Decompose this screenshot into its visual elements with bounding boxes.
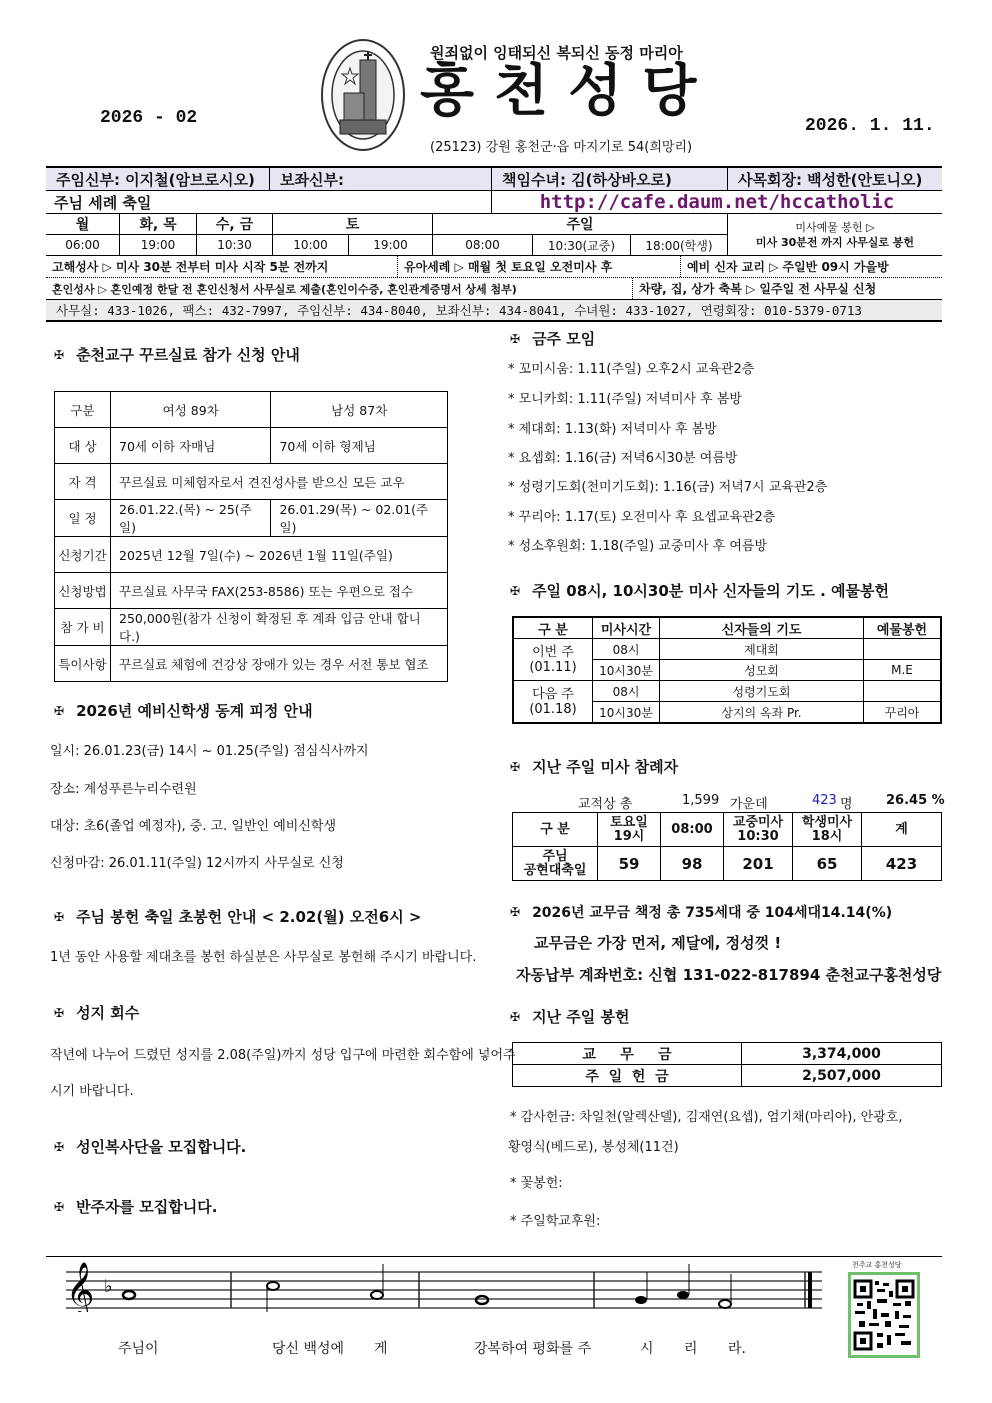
cell: 08:00	[661, 813, 724, 847]
row-label: 자 격	[55, 464, 111, 500]
line: 18시	[811, 828, 843, 844]
cursillo-heading	[54, 344, 300, 365]
cell: 2025년 12월 7일(수) ~ 2026년 1월 11일(주일)	[111, 537, 448, 573]
sister: 책임수녀: 김(하상바오로)	[492, 168, 728, 190]
time: 19:00	[349, 235, 433, 255]
candlemas-body: 1년 동안 사용할 제대초를 봉헌 하실분은 사무실로 봉헌해 주시기 바랍니다.	[50, 950, 477, 965]
cell: 98	[661, 847, 724, 881]
line: 공현대축일	[523, 862, 587, 878]
cell: 구 분	[513, 813, 598, 847]
seminary-line: 신청마감: 26.01.11(주일) 12시까지 사무실로 신청	[50, 856, 344, 871]
bulletin-date: 2026. 1. 11.	[805, 116, 935, 136]
dues-summary	[510, 902, 892, 922]
line: 토요일	[610, 814, 648, 830]
mass-offering-title: 미사예물 봉헌 ▷	[795, 220, 875, 234]
attendance-unit: 명	[840, 797, 853, 812]
cell: 상지의 옥좌 Pr.	[660, 702, 864, 724]
section-title: 주일 08시, 10시30분 미사 신자들의 기도 . 예물봉헌	[532, 582, 889, 600]
row-label: 신청방법	[55, 573, 111, 609]
day-mon: 월	[46, 214, 120, 234]
offering-table	[512, 1042, 942, 1087]
cell: 성령기도회	[660, 681, 864, 702]
cell: 08시	[593, 681, 660, 702]
cell: 201	[724, 847, 793, 881]
week-name: 이번 주	[532, 644, 574, 660]
seminary-line: 대상: 초6(졸업 예정자), 중. 고. 일반인 예비신학생	[50, 819, 337, 834]
cell: 꾸르실료 사무국 FAX(253-8586) 또는 우편으로 접수	[111, 573, 448, 609]
offering-amount: 2,507,000	[742, 1065, 942, 1087]
week-label	[513, 639, 593, 681]
cell: 계	[862, 813, 942, 847]
dues-account: 자동납부 계좌번호: 신협 131-022-817894 춘천교구홍천성당	[516, 966, 942, 984]
time: 06:00	[46, 235, 120, 255]
cell	[864, 639, 942, 660]
cross-icon: ✠	[54, 909, 65, 924]
blessing-notice: 차량, 집, 상가 축복 ▷ 일주일 전 사무실 신청	[639, 282, 877, 296]
meeting-item: * 꾸리아: 1.17(토) 오전미사 후 요셉교육관2층	[508, 510, 776, 525]
dues-line: 2026년 교무금 책정 총 735세대 중 104세대14.14(%)	[532, 905, 893, 921]
time: 08:00	[433, 235, 533, 255]
cell: 남성 87차	[271, 392, 448, 428]
cell: 구분	[55, 392, 111, 428]
seminary-line: 일시: 26.01.23(금) 14시 ~ 01.25(주일) 점심식사까지	[50, 744, 369, 759]
cell: 구 분	[513, 617, 593, 639]
section-title: 성인복사단을 모집합니다.	[76, 1138, 247, 1156]
seminary-heading	[54, 700, 313, 721]
thanks-offering-cont: 황영식(베드로), 봉성체(11건)	[508, 1140, 679, 1155]
meeting-item: * 요셉회: 1.16(금) 저녁6시30분 여름방	[508, 451, 738, 466]
section-title: 성지 회수	[76, 1004, 140, 1022]
cross-icon: ✠	[510, 759, 521, 774]
cross-icon: ✠	[54, 703, 65, 718]
row-label: 참 가 비	[55, 609, 111, 646]
thanks-offering: * 감사헌금: 차일천(알렉산델), 김재연(요셉), 엄기채(마리아), 안광호,	[510, 1110, 903, 1125]
row-label	[513, 847, 598, 881]
time: 18:00(학생)	[631, 235, 728, 255]
day-tue-thu: 화, 목	[120, 214, 197, 234]
cell: 성모회	[660, 660, 864, 681]
svg-text:♭: ♭	[104, 1276, 113, 1297]
cell: 신자들의 기도	[660, 617, 864, 639]
mass-offering-body: 미사 30분전 까지 사무실로 봉헌	[755, 235, 915, 249]
confession-notice: 고해성사 ▷ 미사 30분 전부터 미사 시작 5분 전까지	[46, 256, 398, 277]
prayers-heading	[510, 580, 889, 601]
palms-body: 시기 바랍니다.	[50, 1084, 134, 1099]
week-label	[513, 681, 593, 724]
cell: 10시30분	[593, 660, 660, 681]
row-label: 대 상	[55, 428, 111, 464]
catechumen-notice: 예비 신자 교리 ▷ 주일반 09시 가을방	[687, 260, 889, 274]
offering-label: 주 일 헌 금	[513, 1065, 742, 1087]
info-grid	[46, 166, 942, 322]
cell: 26.01.22.(목) ~ 25(주일)	[111, 500, 271, 537]
attendance-summary-label: 교적상 총	[578, 797, 633, 812]
organist-recruit	[54, 1196, 217, 1217]
attendance-among: 가운데	[730, 797, 768, 812]
cross-icon: ✠	[510, 905, 521, 919]
day-sun: 주일	[433, 214, 728, 234]
cross-icon: ✠	[510, 1009, 521, 1024]
attendance-count: 423	[812, 793, 837, 808]
time: 10:30(교중)	[533, 235, 631, 255]
assistant-priest: 보좌신부:	[270, 168, 492, 190]
section-title: 지난 주일 미사 참례자	[532, 758, 679, 776]
mass-offering-note	[728, 214, 942, 256]
infant-baptism-notice: 유아세례 ▷ 매월 첫 토요일 오전미사 후	[398, 256, 681, 277]
attendance-percent: 26.45 %	[886, 793, 945, 808]
lyric: 게	[374, 1341, 388, 1357]
prayers-table	[512, 616, 942, 724]
cross-icon: ✠	[54, 1005, 65, 1020]
cell: 꾸르실료 체험에 건강상 장애가 있는 경우 서전 통보 협조	[111, 646, 448, 682]
section-title: 주님 봉헌 축일 초봉헌 안내 < 2.02(월) 오전6시 >	[76, 908, 422, 926]
contacts: 사무실: 433-1026, 팩스: 432-7997, 주임신부: 434-8040, 보좌신부: 434-8041, 수녀원: 433-1027, 연령회장: 010-5379-0713	[46, 300, 942, 322]
altar-server-recruit	[54, 1136, 246, 1157]
cell: 26.01.29(목) ~ 02.01(주일)	[271, 500, 448, 537]
meeting-item: * 모니카회: 1.11(주일) 저녁미사 후 봄방	[508, 392, 742, 407]
palms-heading	[54, 1002, 139, 1023]
lyric: 당신 백성에	[272, 1341, 345, 1357]
cell: 꾸리아	[864, 702, 942, 724]
divider	[46, 1256, 942, 1257]
line: 주님	[542, 848, 568, 864]
qr-caption: 천주교 홍천성당	[852, 1261, 902, 1269]
offering-label: 교 무 금	[513, 1043, 742, 1065]
week-date: (01.18)	[529, 701, 577, 717]
pastor: 주임신부: 이지철(암브로시오)	[46, 168, 270, 190]
cell: 250,000원(참가 신청이 확정된 후 계좌 입금 안내 합니다.)	[111, 609, 448, 646]
parish-title: 홍천성당	[420, 59, 717, 124]
cross-icon: ✠	[54, 347, 65, 362]
meeting-item: * 꼬미시움: 1.11(주일) 오후2시 교육관2층	[508, 362, 755, 377]
section-title: 지난 주일 봉헌	[532, 1008, 630, 1026]
motto: 원죄없이 잉태되신 복되신 동정 마리아	[430, 44, 683, 62]
line: 교중미사	[732, 814, 784, 830]
meetings-heading	[510, 328, 595, 349]
cafe-link[interactable]: http://cafe.daum.net/hccatholic	[539, 191, 895, 213]
cell	[598, 813, 661, 847]
cell: M.E	[864, 660, 942, 681]
attendance-total: 1,599	[682, 793, 720, 808]
cell: 70세 이하 자매님	[111, 428, 271, 464]
council-president: 사목회장: 백성한(안토니오)	[728, 168, 942, 190]
issue-number: 2026 - 02	[100, 108, 198, 128]
line: 10:30	[737, 828, 779, 844]
lyric: 시	[640, 1341, 654, 1357]
seminary-line: 장소: 계성푸른누리수련원	[50, 782, 197, 797]
candlemas-heading	[54, 906, 422, 927]
cell: 59	[598, 847, 661, 881]
cross-icon: ✠	[54, 1199, 65, 1214]
section-title: 2026년 예비신학생 동계 피정 안내	[76, 702, 313, 720]
offering-heading	[510, 1006, 629, 1027]
cell	[724, 813, 793, 847]
marriage-notice: 혼인성사 ▷ 혼인예정 한달 전 혼인신청서 사무실로 제출(혼인이수증, 혼인관계증명서 상세 첨부)	[46, 278, 633, 299]
cell: 예물봉헌	[864, 617, 942, 639]
row-label: 일 정	[55, 500, 111, 537]
palms-body: 작년에 나누어 드렸던 성지를 2.08(주일)까지 성당 입구에 마련한 회수함에 넣어주	[50, 1048, 516, 1063]
meeting-item: * 성령기도회(천미기도회): 1.16(금) 저녁7시 교육관2층	[508, 480, 828, 495]
section-title: 반주자를 모집합니다.	[76, 1198, 218, 1216]
cell: 70세 이하 형제님	[271, 428, 448, 464]
cell: 여성 89차	[111, 392, 271, 428]
lyric: 주님이	[118, 1341, 159, 1357]
svg-text:𝄞: 𝄞	[66, 1262, 95, 1312]
week-name: 다음 주	[532, 686, 574, 702]
lyric: 라.	[728, 1341, 746, 1357]
meeting-item: * 성소후원회: 1.18(주일) 교중미사 후 여름방	[508, 539, 768, 554]
line: 학생미사	[801, 814, 853, 830]
music-staff	[62, 1262, 822, 1312]
time: 10:30	[197, 235, 273, 255]
week-date: (01.11)	[529, 659, 577, 675]
cell: 423	[862, 847, 942, 881]
line: 19시	[613, 828, 645, 844]
cross-icon: ✠	[54, 1139, 65, 1154]
parish-logo	[320, 38, 406, 152]
qr-code[interactable]	[848, 1272, 920, 1358]
flower-offering: * 꽃봉헌:	[510, 1176, 563, 1191]
cell	[864, 681, 942, 702]
parish-address: (25123) 강원 홍천군·읍 마지기로 54(희망리)	[430, 140, 693, 155]
cursillo-table	[54, 391, 448, 682]
cell: 65	[793, 847, 862, 881]
time: 19:00	[120, 235, 197, 255]
lyric: 강복하여 평화를 주	[474, 1341, 592, 1357]
attendance-heading	[510, 756, 678, 777]
sunday-school-support: * 주일학교후원:	[510, 1214, 601, 1229]
section-title: 금주 모임	[532, 330, 596, 348]
day-sat: 토	[273, 214, 433, 234]
cell: 미사시간	[593, 617, 660, 639]
cell: 꾸르실료 미체험자로서 견진성사를 받으신 모든 교우	[111, 464, 448, 500]
row-label: 특이사항	[55, 646, 111, 682]
feast-name: 주님 세례 축일	[46, 191, 492, 213]
cross-icon: ✠	[510, 583, 521, 598]
cell: 10시30분	[593, 702, 660, 724]
cross-icon: ✠	[510, 331, 521, 346]
cell	[793, 813, 862, 847]
lyric: 리	[684, 1341, 698, 1357]
offering-amount: 3,374,000	[742, 1043, 942, 1065]
section-title: 춘천교구 꾸르실료 참가 신청 안내	[76, 346, 300, 364]
cell: 08시	[593, 639, 660, 660]
time: 10:00	[273, 235, 349, 255]
cell: 제대회	[660, 639, 864, 660]
dues-slogan: 교무금은 가장 먼저, 제달에, 정성껏 !	[534, 934, 782, 952]
day-wed-fri: 수, 금	[197, 214, 273, 234]
row-label: 신청기간	[55, 537, 111, 573]
meeting-item: * 제대회: 1.13(화) 저녁미사 후 봄방	[508, 422, 717, 437]
attendance-table	[512, 812, 942, 881]
